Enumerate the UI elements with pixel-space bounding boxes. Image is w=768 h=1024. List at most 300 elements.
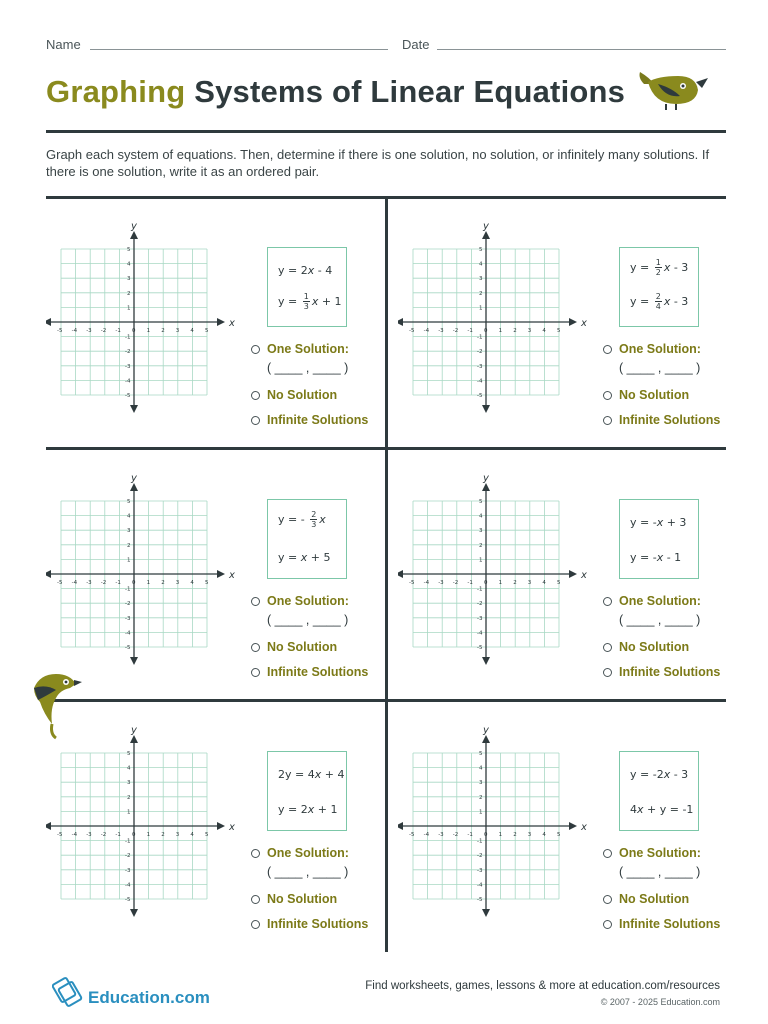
y-tick-label: -2	[125, 853, 131, 860]
x-tick-label: -1	[115, 580, 121, 586]
eq-text: + 1	[318, 294, 342, 308]
eq-text: + 1	[314, 803, 338, 816]
x-tick-label: -2	[452, 328, 459, 334]
x-tick-label: -5	[57, 328, 63, 334]
y-tick-label: -1	[125, 586, 131, 593]
option-one-solution[interactable]	[603, 342, 701, 356]
x-tick-label: -2	[100, 832, 107, 838]
fraction	[655, 258, 662, 277]
y-tick-label: 4	[479, 261, 483, 268]
x-tick-label: 1	[146, 832, 151, 838]
x-tick-label: -5	[57, 580, 63, 586]
x-tick-label: 5	[205, 580, 209, 586]
equation-2	[630, 803, 693, 816]
eq-variable: x	[307, 803, 315, 816]
y-tick-label: -3	[125, 867, 131, 874]
x-tick-label: 3	[527, 832, 532, 838]
eq-variable: x	[300, 551, 308, 564]
equation-1	[630, 768, 688, 781]
y-tick-label: 5	[127, 499, 131, 505]
name-label: Name	[46, 37, 81, 52]
radio-button[interactable]	[603, 597, 612, 606]
y-tick-label: 3	[479, 528, 483, 535]
instructions: Graph each system of equations. Then, determine if there is one solution, no solution, or infinitely many solutions. If there is one solution, write it as an ordered pair.	[46, 147, 710, 179]
y-axis-arrow-down	[130, 909, 138, 917]
option-label: Infinite Solutions	[619, 413, 721, 427]
option-label: No Solution	[619, 640, 690, 654]
equation-2	[278, 551, 330, 564]
x-axis-arrow-right	[217, 570, 225, 578]
eq-text: 2y = 4	[278, 768, 315, 781]
option-label: Infinite Solutions	[267, 413, 369, 427]
y-tick-label: 4	[479, 765, 483, 772]
x-axis-label: x	[229, 822, 235, 833]
radio-button[interactable]	[251, 416, 260, 425]
eq-text: y = 2	[278, 264, 308, 277]
y-tick-label: 5	[127, 751, 131, 757]
x-tick-label: 1	[498, 832, 503, 838]
coordinate-grid[interactable]	[46, 716, 246, 926]
x-tick-label: 5	[205, 832, 209, 838]
option-no-solution[interactable]	[603, 640, 689, 654]
eq-text: y = 2	[278, 803, 308, 816]
title-part-graphing: Graphing	[46, 74, 186, 109]
y-tick-label: -3	[125, 363, 131, 370]
y-tick-label: -4	[125, 630, 131, 637]
option-label: One Solution:	[619, 342, 701, 356]
radio-button[interactable]	[251, 849, 260, 858]
radio-button[interactable]	[603, 895, 612, 904]
eq-variable: x	[319, 512, 326, 526]
option-label: No Solution	[267, 640, 338, 654]
fraction-numerator: 2	[655, 292, 661, 301]
y-tick-label: 4	[127, 261, 131, 268]
answer-options	[603, 342, 733, 432]
y-axis-label: y	[131, 725, 137, 736]
answer-options	[603, 846, 733, 936]
radio-button[interactable]	[603, 416, 612, 425]
x-tick-label: -4	[423, 328, 430, 334]
date-field[interactable]	[437, 49, 726, 50]
x-tick-label: -3	[86, 580, 92, 586]
x-tick-label: -2	[100, 328, 107, 334]
x-tick-label: -4	[71, 832, 78, 838]
y-axis-arrow-down	[130, 657, 138, 665]
fraction-numerator: 2	[311, 510, 317, 519]
x-tick-label: -1	[467, 580, 473, 586]
x-tick-label: 1	[498, 580, 503, 586]
y-tick-label: -1	[477, 586, 483, 593]
eq-text: - 3	[670, 260, 689, 274]
x-axis-arrow-right	[569, 318, 577, 326]
y-axis-arrow-up	[482, 735, 490, 743]
x-tick-label: 5	[205, 328, 209, 334]
option-label: One Solution:	[267, 846, 349, 860]
y-tick-label: -5	[125, 393, 131, 399]
date-label: Date	[402, 37, 430, 52]
fraction-denominator: 4	[655, 302, 661, 311]
x-tick-label: 1	[498, 328, 503, 334]
eq-text: y =	[630, 294, 653, 308]
x-tick-label: -2	[100, 580, 107, 586]
eq-variable: x	[663, 260, 671, 274]
eq-text: + y = -1	[643, 803, 694, 816]
radio-button[interactable]	[251, 643, 260, 652]
name-field[interactable]	[90, 49, 388, 50]
option-label: One Solution:	[267, 342, 349, 356]
y-tick-label: 2	[127, 794, 131, 801]
y-tick-label: -4	[125, 378, 131, 385]
footer-tagline[interactable]: Find worksheets, games, lessons & more at education.com/resources	[365, 980, 720, 992]
ordered-pair-blank[interactable]: ( ____ , ____ )	[267, 865, 349, 879]
radio-button[interactable]	[603, 643, 612, 652]
x-axis-arrow-left	[46, 318, 51, 326]
x-axis-arrow-left	[398, 570, 403, 578]
x-tick-label: -3	[438, 580, 444, 586]
y-axis-arrow-up	[130, 231, 138, 239]
radio-button[interactable]	[251, 920, 260, 929]
y-tick-label: -3	[125, 615, 131, 622]
eq-text: 4	[630, 803, 637, 816]
x-tick-label: -1	[115, 328, 121, 334]
fraction	[310, 510, 317, 529]
eq-text: y =	[630, 260, 653, 274]
y-tick-label: 3	[479, 780, 483, 787]
x-tick-label: 3	[527, 328, 532, 334]
y-tick-label: -4	[477, 882, 483, 889]
option-one-solution[interactable]	[603, 846, 701, 860]
bird-icon	[636, 68, 712, 112]
coordinate-grid[interactable]	[46, 212, 246, 422]
eq-text: y = -	[278, 512, 309, 526]
eq-variable: x	[311, 294, 319, 308]
option-no-solution[interactable]	[251, 388, 337, 402]
x-tick-label: 2	[513, 328, 517, 334]
y-axis-arrow-down	[482, 657, 490, 665]
eq-text: - 3	[670, 294, 689, 308]
y-tick-label: -1	[477, 334, 483, 341]
y-tick-label: 3	[127, 528, 131, 535]
y-tick-label: 2	[479, 290, 483, 297]
x-axis-arrow-left	[46, 822, 51, 830]
x-tick-label: 5	[557, 328, 561, 334]
y-tick-label: 5	[479, 751, 483, 757]
x-tick-label: 2	[513, 832, 517, 838]
y-tick-label: -4	[125, 882, 131, 889]
radio-button[interactable]	[603, 849, 612, 858]
option-no-solution[interactable]	[251, 640, 337, 654]
title-divider	[46, 130, 726, 133]
y-tick-label: -2	[125, 601, 131, 608]
y-tick-label: 1	[127, 557, 131, 564]
eq-variable: x	[663, 768, 671, 781]
x-axis-label: x	[581, 822, 587, 833]
x-tick-label: -4	[71, 580, 78, 586]
x-tick-label: 4	[190, 580, 194, 586]
eq-text: + 4	[321, 768, 345, 781]
x-tick-label: 2	[161, 580, 165, 586]
y-tick-label: 3	[127, 276, 131, 283]
x-axis-arrow-right	[217, 822, 225, 830]
y-axis-label: y	[131, 473, 137, 484]
eq-text: + 5	[307, 551, 331, 564]
title-part-systems: Systems of Linear Equations	[194, 74, 626, 109]
eq-text: - 4	[314, 264, 333, 277]
x-tick-label: 0	[484, 328, 488, 334]
y-tick-label: 2	[127, 290, 131, 297]
y-axis-arrow-up	[482, 231, 490, 239]
answer-options	[603, 594, 733, 684]
y-tick-label: 4	[479, 513, 483, 520]
x-tick-label: 0	[484, 580, 488, 586]
y-tick-label: -5	[477, 393, 483, 399]
equation-2	[278, 803, 337, 816]
y-tick-label: -1	[477, 838, 483, 845]
x-tick-label: 5	[557, 580, 561, 586]
x-tick-label: 0	[484, 832, 488, 838]
x-tick-label: -5	[409, 328, 415, 334]
equation-2	[630, 292, 688, 311]
option-infinite-solutions[interactable]	[251, 413, 368, 427]
equation-2	[630, 551, 681, 564]
option-one-solution[interactable]	[251, 594, 349, 608]
y-axis-arrow-up	[130, 483, 138, 491]
x-tick-label: 1	[146, 328, 151, 334]
x-tick-label: -4	[423, 580, 430, 586]
y-tick-label: 4	[127, 513, 131, 520]
option-label: Infinite Solutions	[267, 665, 369, 679]
equation-box	[267, 247, 347, 327]
y-tick-label: -4	[477, 630, 483, 637]
y-tick-label: -1	[125, 838, 131, 845]
x-tick-label: -3	[86, 832, 92, 838]
eq-variable: x	[663, 294, 671, 308]
option-no-solution[interactable]	[603, 892, 689, 906]
y-tick-label: -5	[125, 897, 131, 903]
equation-1	[630, 516, 686, 529]
ordered-pair-blank[interactable]: ( ____ , ____ )	[619, 865, 701, 879]
option-label: No Solution	[267, 892, 338, 906]
equation-1	[278, 510, 326, 529]
x-axis-label: x	[229, 570, 235, 581]
eq-variable: x	[656, 516, 664, 529]
x-axis-label: x	[581, 570, 587, 581]
eq-variable: x	[637, 803, 644, 816]
eq-text: - 1	[663, 551, 682, 564]
radio-button[interactable]	[603, 668, 612, 677]
ordered-pair-blank[interactable]: ( ____ , ____ )	[267, 361, 349, 375]
x-axis-label: x	[581, 318, 587, 329]
option-label: Infinite Solutions	[619, 665, 721, 679]
page-title	[46, 74, 625, 110]
y-tick-label: -4	[477, 378, 483, 385]
y-tick-label: -2	[477, 601, 483, 608]
y-tick-label: -5	[125, 645, 131, 651]
fraction-denominator: 3	[303, 302, 309, 311]
equation-1	[630, 258, 688, 277]
radio-button[interactable]	[251, 597, 260, 606]
radio-button[interactable]	[251, 668, 260, 677]
answer-options	[251, 594, 381, 684]
y-axis-arrow-up	[482, 483, 490, 491]
copyright: © 2007 - 2025 Education.com	[600, 997, 720, 1007]
eq-text: y = -	[630, 551, 657, 564]
radio-button[interactable]	[251, 345, 260, 354]
y-tick-label: -3	[477, 363, 483, 370]
y-axis-arrow-up	[130, 735, 138, 743]
radio-button[interactable]	[603, 920, 612, 929]
x-tick-label: -3	[438, 832, 444, 838]
x-tick-label: 3	[175, 580, 180, 586]
x-tick-label: 2	[161, 328, 165, 334]
y-tick-label: -3	[477, 615, 483, 622]
x-tick-label: 5	[557, 832, 561, 838]
eq-text: - 3	[670, 768, 689, 781]
x-tick-label: 2	[161, 832, 165, 838]
option-label: One Solution:	[619, 594, 701, 608]
equation-1	[278, 768, 344, 781]
x-tick-label: 4	[542, 832, 546, 838]
x-tick-label: 0	[132, 580, 136, 586]
x-tick-label: -1	[467, 328, 473, 334]
y-axis-arrow-down	[482, 405, 490, 413]
x-tick-label: -3	[86, 328, 92, 334]
x-axis-arrow-left	[398, 318, 403, 326]
y-tick-label: -5	[477, 645, 483, 651]
y-tick-label: 1	[127, 809, 131, 816]
x-tick-label: -1	[467, 832, 473, 838]
eq-text: y = -	[630, 516, 657, 529]
x-tick-label: 3	[527, 580, 532, 586]
answer-options	[251, 342, 381, 432]
y-axis-label: y	[131, 221, 137, 232]
option-label: No Solution	[619, 892, 690, 906]
x-tick-label: -2	[452, 832, 459, 838]
eq-text: + 3	[663, 516, 687, 529]
option-infinite-solutions[interactable]	[603, 665, 720, 679]
education-logo-icon	[52, 974, 86, 1008]
y-tick-label: -2	[125, 349, 131, 356]
y-tick-label: -3	[477, 867, 483, 874]
x-tick-label: -5	[57, 832, 63, 838]
x-axis-arrow-left	[46, 570, 51, 578]
ordered-pair-blank[interactable]: ( ____ , ____ )	[619, 613, 701, 627]
x-tick-label: -4	[423, 832, 430, 838]
radio-button[interactable]	[603, 345, 612, 354]
option-label: Infinite Solutions	[267, 917, 369, 931]
y-tick-label: 1	[127, 305, 131, 312]
eq-variable: x	[656, 551, 664, 564]
coordinate-grid[interactable]	[46, 464, 246, 674]
coordinate-grid[interactable]	[398, 716, 598, 926]
fraction-numerator: 1	[303, 292, 309, 301]
option-infinite-solutions[interactable]	[603, 917, 720, 931]
x-tick-label: -2	[452, 580, 459, 586]
y-tick-label: 3	[479, 276, 483, 283]
equation-box	[619, 751, 699, 831]
coordinate-grid[interactable]	[398, 464, 598, 674]
option-one-solution[interactable]	[603, 594, 701, 608]
y-tick-label: 2	[479, 542, 483, 549]
option-label: Infinite Solutions	[619, 917, 721, 931]
equation-1	[278, 264, 332, 277]
ordered-pair-blank[interactable]: ( ____ , ____ )	[267, 613, 349, 627]
y-tick-label: -5	[477, 897, 483, 903]
x-tick-label: 3	[175, 832, 180, 838]
option-no-solution[interactable]	[603, 388, 689, 402]
y-tick-label: 4	[127, 765, 131, 772]
fraction	[303, 292, 310, 311]
y-tick-label: -1	[125, 334, 131, 341]
x-axis-label: x	[229, 318, 235, 329]
equation-2	[278, 292, 342, 311]
x-axis-arrow-right	[569, 822, 577, 830]
eq-text: y =	[278, 294, 301, 308]
x-tick-label: 4	[190, 328, 194, 334]
x-tick-label: 3	[175, 328, 180, 334]
y-axis-label: y	[483, 725, 489, 736]
eq-variable: x	[307, 264, 315, 277]
radio-button[interactable]	[603, 391, 612, 400]
ordered-pair-blank[interactable]: ( ____ , ____ )	[619, 361, 701, 375]
y-tick-label: 1	[479, 809, 483, 816]
y-tick-label: 1	[479, 305, 483, 312]
x-axis-arrow-left	[398, 822, 403, 830]
x-tick-label: 0	[132, 832, 136, 838]
x-tick-label: -3	[438, 328, 444, 334]
y-axis-label: y	[483, 221, 489, 232]
option-one-solution[interactable]	[251, 342, 349, 356]
y-axis-arrow-down	[482, 909, 490, 917]
option-label: One Solution:	[619, 846, 701, 860]
equation-box	[619, 247, 699, 327]
equation-box	[619, 499, 699, 579]
column-divider	[385, 196, 388, 952]
y-tick-label: 5	[479, 499, 483, 505]
fraction-numerator: 1	[655, 258, 661, 267]
fraction-denominator: 3	[311, 520, 317, 529]
y-axis-label: y	[483, 473, 489, 484]
option-label: No Solution	[267, 388, 338, 402]
x-tick-label: 2	[513, 580, 517, 586]
y-tick-label: 2	[479, 794, 483, 801]
fraction	[655, 292, 662, 311]
radio-button[interactable]	[251, 895, 260, 904]
option-one-solution[interactable]	[251, 846, 349, 860]
y-tick-label: 3	[127, 780, 131, 787]
coordinate-grid[interactable]	[398, 212, 598, 422]
radio-button[interactable]	[251, 391, 260, 400]
education-logo-text[interactable]: Education.com	[88, 988, 210, 1007]
equation-box	[267, 499, 347, 579]
option-no-solution[interactable]	[251, 892, 337, 906]
x-tick-label: 0	[132, 328, 136, 334]
option-infinite-solutions[interactable]	[251, 665, 368, 679]
x-tick-label: -1	[115, 832, 121, 838]
x-tick-label: -4	[71, 328, 78, 334]
x-tick-label: 4	[542, 328, 546, 334]
y-tick-label: 5	[479, 247, 483, 253]
x-axis-arrow-right	[217, 318, 225, 326]
equation-box	[267, 751, 347, 831]
eq-text: y = -2	[630, 768, 664, 781]
option-infinite-solutions[interactable]	[603, 413, 720, 427]
answer-options	[251, 846, 381, 936]
y-tick-label: 5	[127, 247, 131, 253]
y-tick-label: -2	[477, 853, 483, 860]
y-tick-label: 1	[479, 557, 483, 564]
option-infinite-solutions[interactable]	[251, 917, 368, 931]
